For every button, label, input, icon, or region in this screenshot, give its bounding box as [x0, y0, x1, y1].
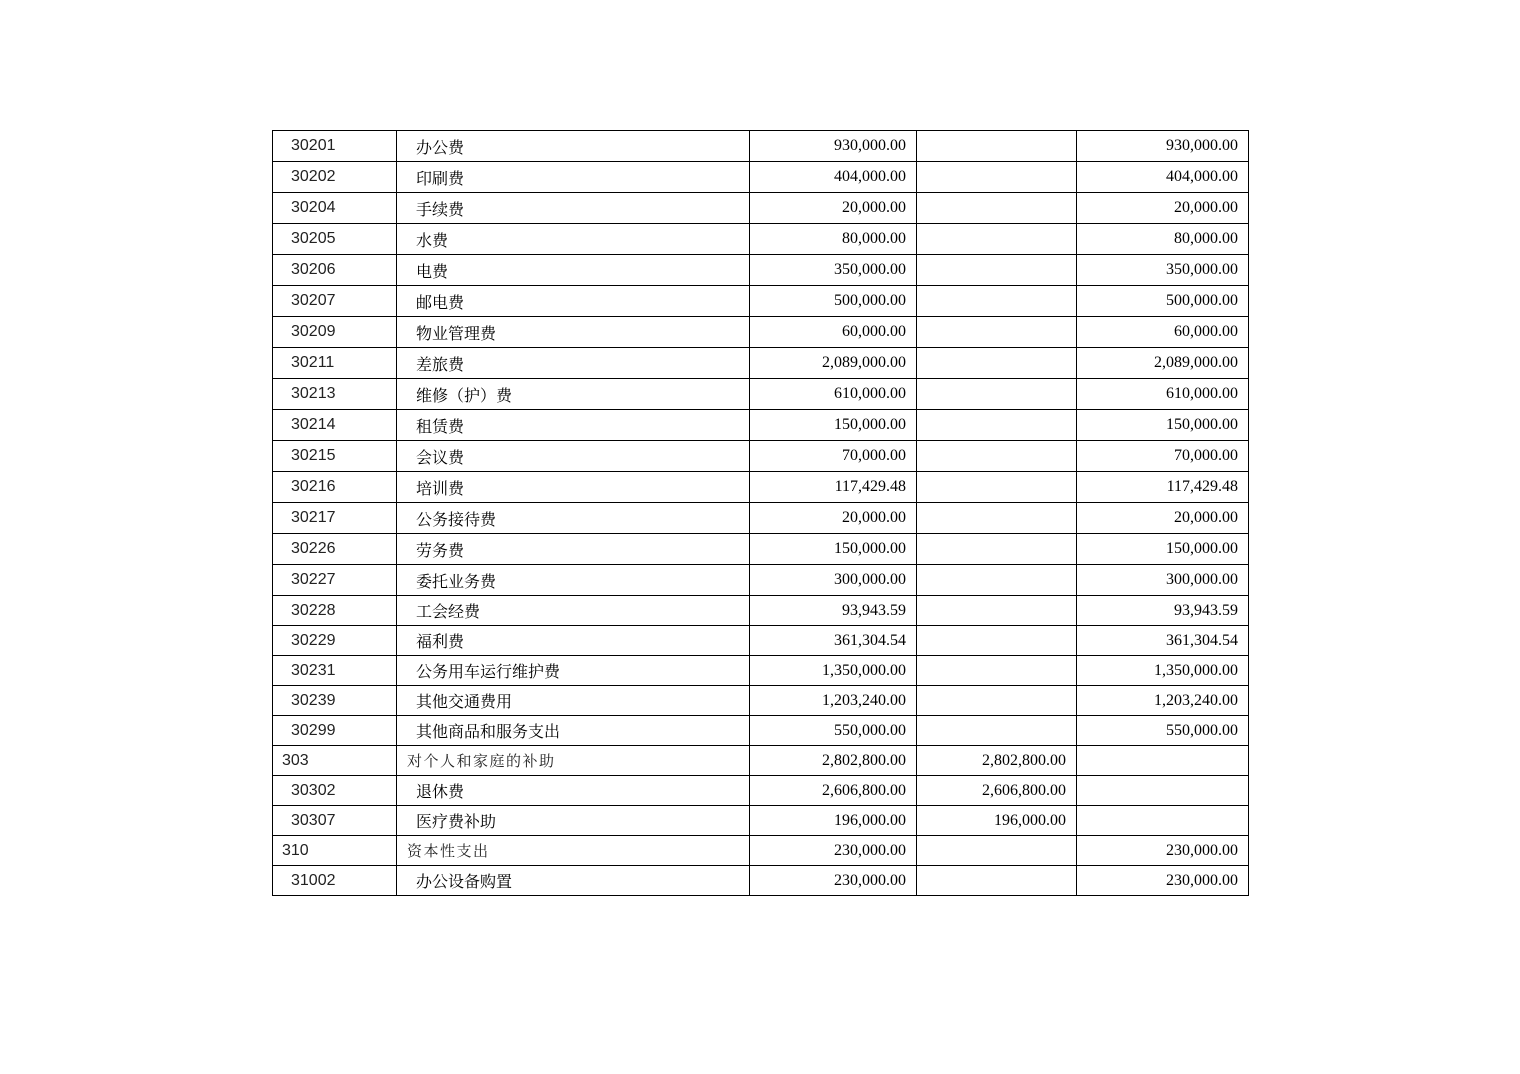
econ-code-cell: 310 [273, 836, 397, 866]
table-row [273, 286, 1249, 317]
econ-code-cell: 303 [273, 746, 397, 776]
table-row [273, 317, 1249, 348]
econ-name-cell: 水费 [397, 224, 750, 255]
basic-amount-cell: 2,802,800.00 [917, 746, 1077, 776]
econ-name-cell: 退休费 [397, 776, 750, 806]
total-amount-cell: 1,203,240.00 [750, 686, 917, 716]
total-amount-cell: 2,089,000.00 [750, 348, 917, 379]
expenditure-table-page [272, 130, 1248, 896]
project-amount-cell: 1,203,240.00 [1077, 686, 1249, 716]
project-amount-cell: 230,000.00 [1077, 866, 1249, 896]
table-row [273, 866, 1249, 896]
econ-name-cell: 其他商品和服务支出 [397, 716, 750, 746]
project-amount-cell: 20,000.00 [1077, 193, 1249, 224]
econ-code-cell: 30226 [273, 534, 397, 565]
total-amount-cell: 1,350,000.00 [750, 656, 917, 686]
table-row [273, 776, 1249, 806]
total-amount-cell: 550,000.00 [750, 716, 917, 746]
econ-name-cell: 资本性支出 [397, 836, 750, 866]
table-row [273, 656, 1249, 686]
basic-amount-cell [917, 866, 1077, 896]
econ-name-cell: 电费 [397, 255, 750, 286]
table-row [273, 131, 1249, 162]
econ-code-cell: 31002 [273, 866, 397, 896]
econ-code-cell: 30204 [273, 193, 397, 224]
basic-amount-cell [917, 317, 1077, 348]
project-amount-cell: 80,000.00 [1077, 224, 1249, 255]
econ-name-cell: 其他交通费用 [397, 686, 750, 716]
basic-amount-cell [917, 534, 1077, 565]
project-amount-cell: 20,000.00 [1077, 503, 1249, 534]
table-row [273, 626, 1249, 656]
basic-amount-cell [917, 162, 1077, 193]
econ-code-cell: 30201 [273, 131, 397, 162]
table-row [273, 162, 1249, 193]
econ-code-cell: 30209 [273, 317, 397, 348]
econ-name-cell: 维修（护）费 [397, 379, 750, 410]
econ-code-cell: 30214 [273, 410, 397, 441]
econ-name-cell: 手续费 [397, 193, 750, 224]
econ-code-cell: 30213 [273, 379, 397, 410]
econ-name-cell: 委托业务费 [397, 565, 750, 596]
project-amount-cell: 117,429.48 [1077, 472, 1249, 503]
basic-amount-cell: 2,606,800.00 [917, 776, 1077, 806]
total-amount-cell: 610,000.00 [750, 379, 917, 410]
project-amount-cell: 60,000.00 [1077, 317, 1249, 348]
project-amount-cell: 550,000.00 [1077, 716, 1249, 746]
table-row [273, 806, 1249, 836]
econ-name-cell: 租赁费 [397, 410, 750, 441]
econ-name-cell: 公务用车运行维护费 [397, 656, 750, 686]
project-amount-cell: 300,000.00 [1077, 565, 1249, 596]
econ-name-cell: 劳务费 [397, 534, 750, 565]
total-amount-cell: 500,000.00 [750, 286, 917, 317]
table-row [273, 348, 1249, 379]
econ-code-cell: 30231 [273, 656, 397, 686]
econ-name-cell: 医疗费补助 [397, 806, 750, 836]
econ-code-cell: 30307 [273, 806, 397, 836]
basic-amount-cell [917, 596, 1077, 626]
econ-name-cell: 邮电费 [397, 286, 750, 317]
table-row [273, 441, 1249, 472]
basic-amount-cell [917, 472, 1077, 503]
econ-name-cell: 差旅费 [397, 348, 750, 379]
table-row [273, 534, 1249, 565]
basic-amount-cell [917, 565, 1077, 596]
econ-name-cell: 培训费 [397, 472, 750, 503]
table-row-category [273, 746, 1249, 776]
total-amount-cell: 20,000.00 [750, 503, 917, 534]
total-amount-cell: 70,000.00 [750, 441, 917, 472]
total-amount-cell: 150,000.00 [750, 410, 917, 441]
basic-amount-cell [917, 836, 1077, 866]
basic-amount-cell [917, 286, 1077, 317]
project-amount-cell: 610,000.00 [1077, 379, 1249, 410]
table-row-category [273, 836, 1249, 866]
basic-amount-cell [917, 626, 1077, 656]
table-row [273, 596, 1249, 626]
econ-code-cell: 30207 [273, 286, 397, 317]
project-amount-cell [1077, 806, 1249, 836]
econ-name-cell: 福利费 [397, 626, 750, 656]
table-row [273, 255, 1249, 286]
total-amount-cell: 117,429.48 [750, 472, 917, 503]
basic-amount-cell: 196,000.00 [917, 806, 1077, 836]
project-amount-cell: 70,000.00 [1077, 441, 1249, 472]
total-amount-cell: 350,000.00 [750, 255, 917, 286]
econ-name-cell: 物业管理费 [397, 317, 750, 348]
econ-code-cell: 30228 [273, 596, 397, 626]
econ-name-cell: 公务接待费 [397, 503, 750, 534]
econ-name-cell: 印刷费 [397, 162, 750, 193]
table-row [273, 686, 1249, 716]
table-row [273, 379, 1249, 410]
project-amount-cell [1077, 776, 1249, 806]
econ-code-cell: 30299 [273, 716, 397, 746]
table-row [273, 224, 1249, 255]
econ-code-cell: 30217 [273, 503, 397, 534]
total-amount-cell: 300,000.00 [750, 565, 917, 596]
project-amount-cell [1077, 746, 1249, 776]
basic-amount-cell [917, 716, 1077, 746]
econ-code-cell: 30216 [273, 472, 397, 503]
econ-code-cell: 30215 [273, 441, 397, 472]
total-amount-cell: 60,000.00 [750, 317, 917, 348]
econ-code-cell: 30239 [273, 686, 397, 716]
econ-name-cell: 办公费 [397, 131, 750, 162]
total-amount-cell: 196,000.00 [750, 806, 917, 836]
project-amount-cell: 404,000.00 [1077, 162, 1249, 193]
econ-code-cell: 30302 [273, 776, 397, 806]
econ-name-cell: 对个人和家庭的补助 [397, 746, 750, 776]
project-amount-cell: 1,350,000.00 [1077, 656, 1249, 686]
basic-amount-cell [917, 410, 1077, 441]
econ-code-cell: 30202 [273, 162, 397, 193]
econ-name-cell: 办公设备购置 [397, 866, 750, 896]
project-amount-cell: 230,000.00 [1077, 836, 1249, 866]
econ-code-cell: 30227 [273, 565, 397, 596]
basic-amount-cell [917, 686, 1077, 716]
basic-amount-cell [917, 656, 1077, 686]
project-amount-cell: 150,000.00 [1077, 534, 1249, 565]
total-amount-cell: 93,943.59 [750, 596, 917, 626]
project-amount-cell: 350,000.00 [1077, 255, 1249, 286]
table-row [273, 410, 1249, 441]
basic-amount-cell [917, 224, 1077, 255]
total-amount-cell: 20,000.00 [750, 193, 917, 224]
table-row [273, 716, 1249, 746]
total-amount-cell: 2,606,800.00 [750, 776, 917, 806]
total-amount-cell: 150,000.00 [750, 534, 917, 565]
total-amount-cell: 230,000.00 [750, 836, 917, 866]
total-amount-cell: 80,000.00 [750, 224, 917, 255]
total-amount-cell: 230,000.00 [750, 866, 917, 896]
project-amount-cell: 150,000.00 [1077, 410, 1249, 441]
table-row [273, 193, 1249, 224]
table-row [273, 503, 1249, 534]
project-amount-cell: 930,000.00 [1077, 131, 1249, 162]
project-amount-cell: 500,000.00 [1077, 286, 1249, 317]
basic-amount-cell [917, 348, 1077, 379]
project-amount-cell: 361,304.54 [1077, 626, 1249, 656]
basic-amount-cell [917, 441, 1077, 472]
expenditure-table [272, 130, 1249, 896]
project-amount-cell: 93,943.59 [1077, 596, 1249, 626]
table-row [273, 472, 1249, 503]
total-amount-cell: 930,000.00 [750, 131, 917, 162]
basic-amount-cell [917, 193, 1077, 224]
econ-code-cell: 30211 [273, 348, 397, 379]
table-row [273, 565, 1249, 596]
econ-code-cell: 30229 [273, 626, 397, 656]
econ-code-cell: 30206 [273, 255, 397, 286]
econ-name-cell: 会议费 [397, 441, 750, 472]
project-amount-cell: 2,089,000.00 [1077, 348, 1249, 379]
econ-code-cell: 30205 [273, 224, 397, 255]
total-amount-cell: 361,304.54 [750, 626, 917, 656]
econ-name-cell: 工会经费 [397, 596, 750, 626]
total-amount-cell: 404,000.00 [750, 162, 917, 193]
basic-amount-cell [917, 255, 1077, 286]
basic-amount-cell [917, 131, 1077, 162]
basic-amount-cell [917, 379, 1077, 410]
total-amount-cell: 2,802,800.00 [750, 746, 917, 776]
basic-amount-cell [917, 503, 1077, 534]
